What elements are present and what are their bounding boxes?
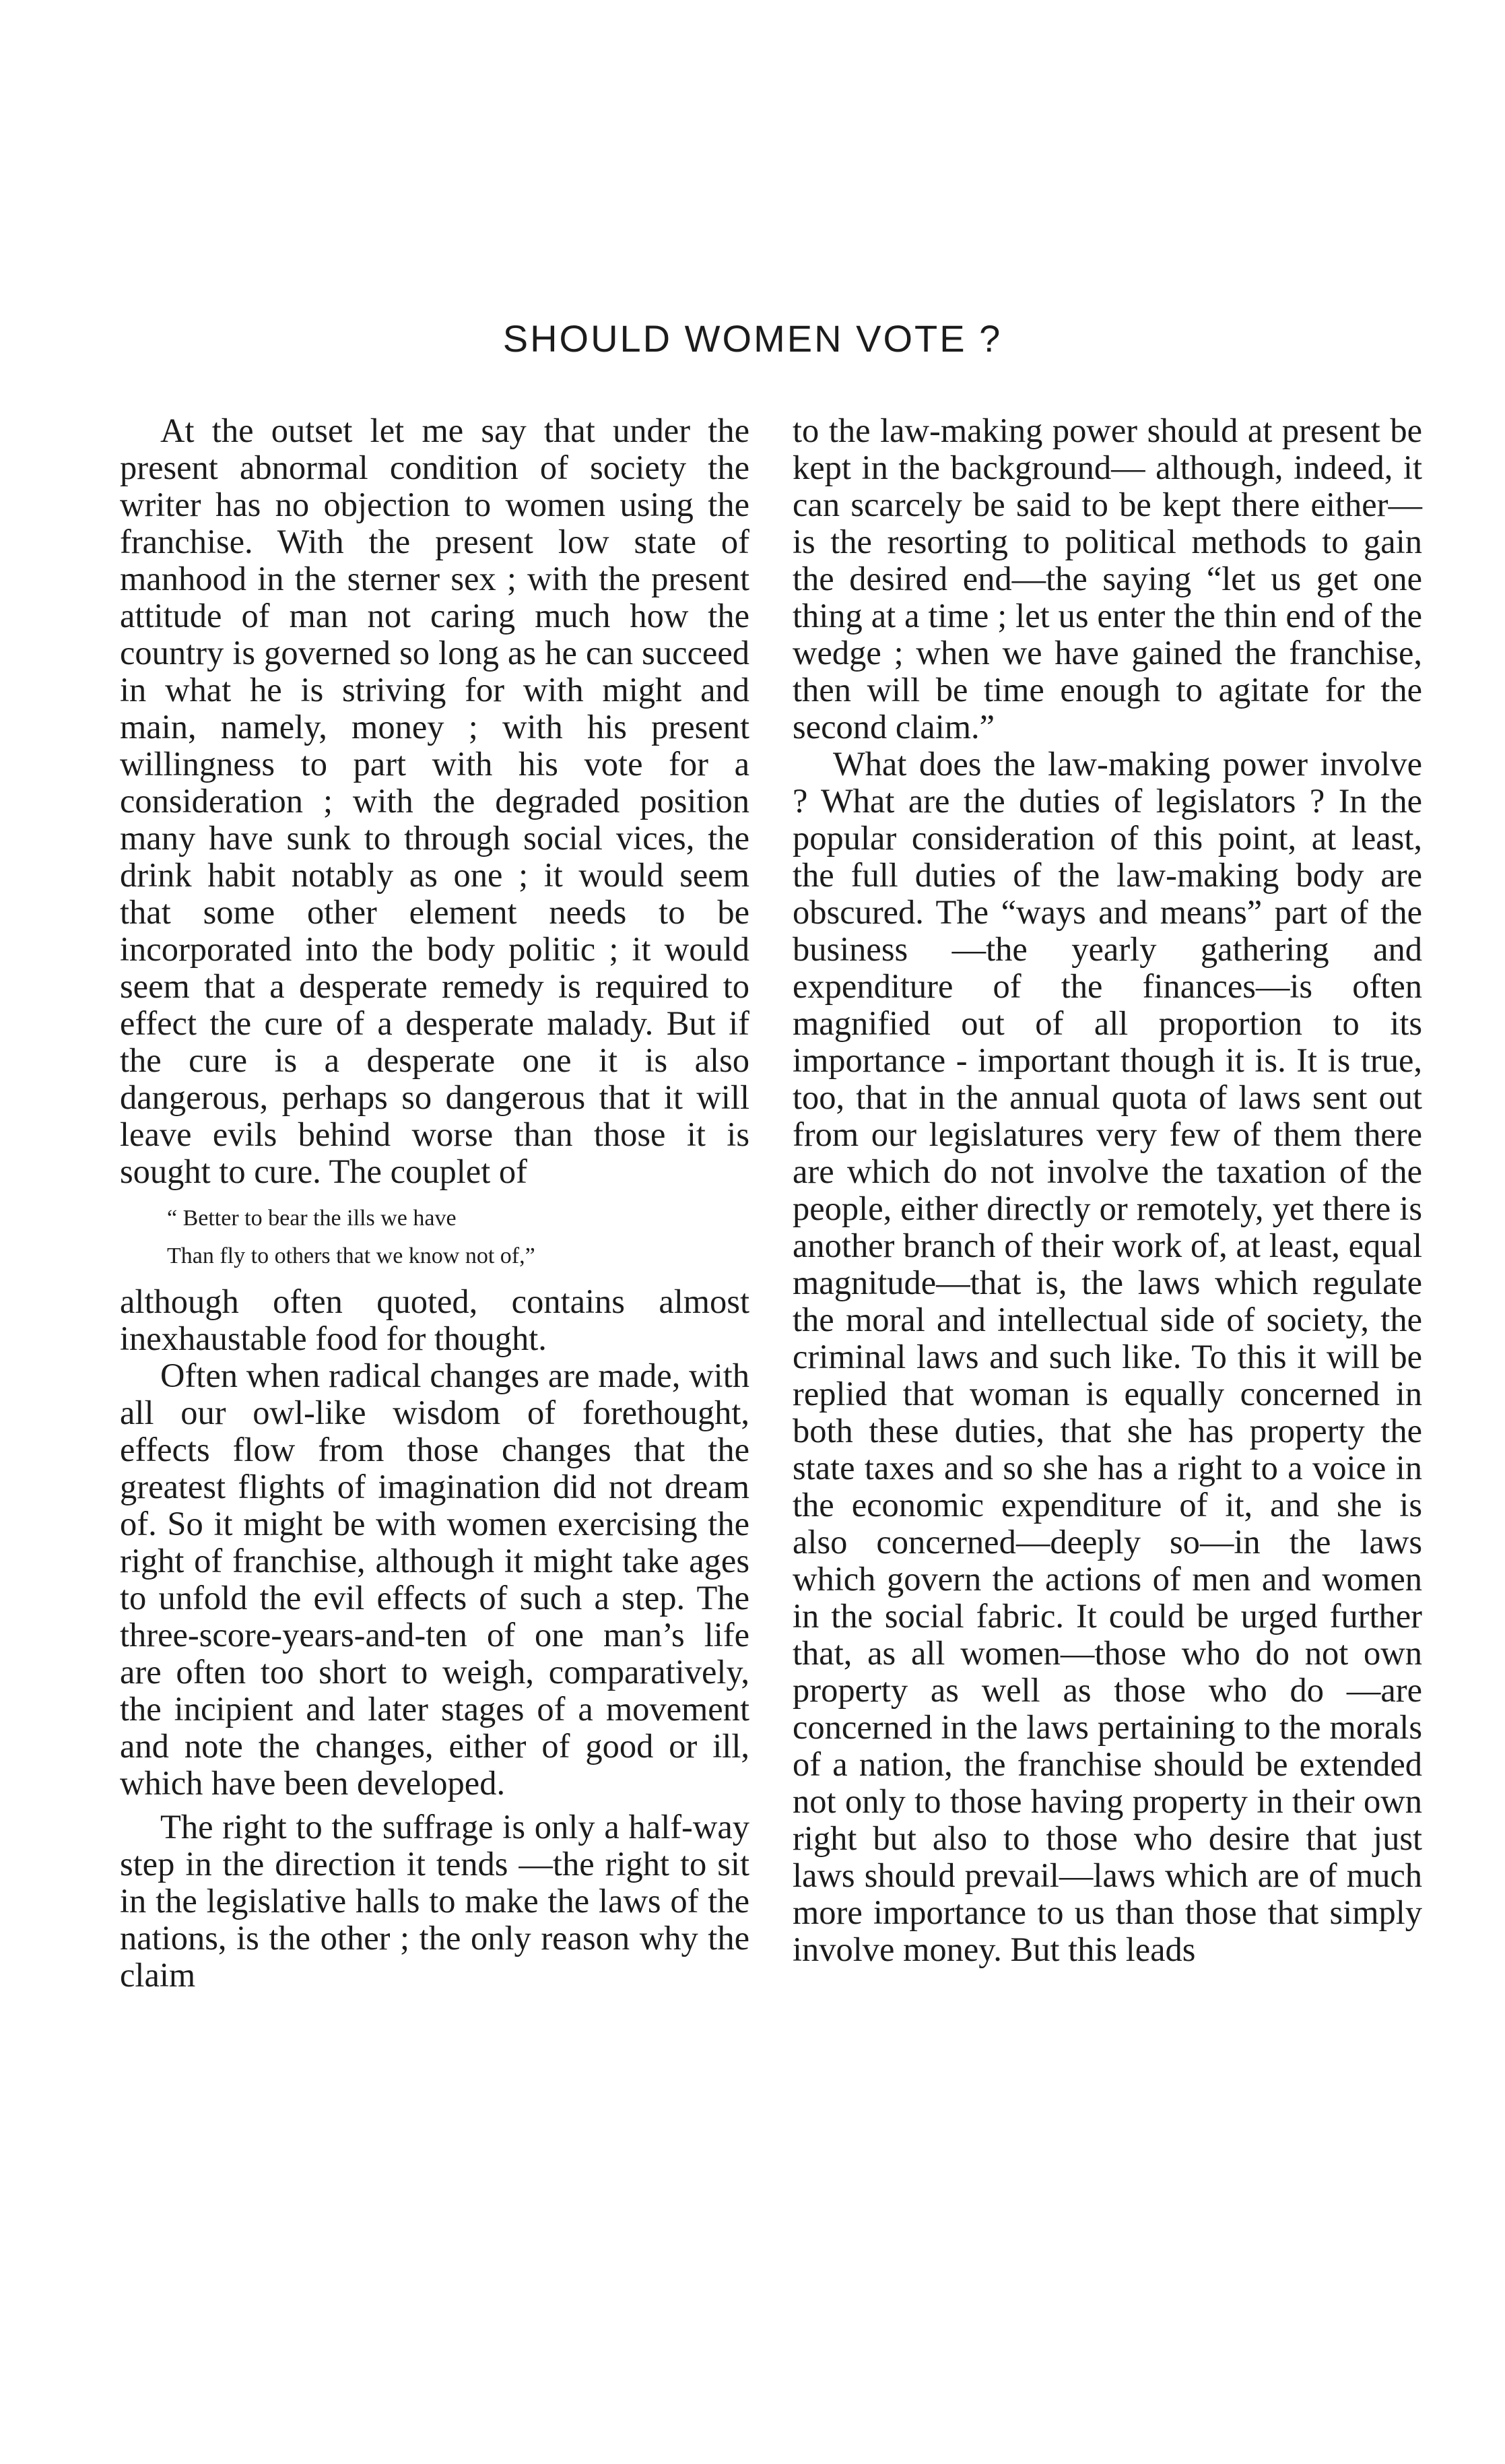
paragraph-continued: to the law-making power should at present be kept in the background— although, indeed, it can scarcely be said to be kept there either—is the resorting to political methods to gain the desired end—the saying “let us get one thing at a time ; let us enter the thin end of the wedge ; when we have gained the franchise, then will be time enough to agitate for the second claim.”: [793, 412, 1422, 746]
right-column: [793, 412, 1422, 1968]
couplet-line-2: Than fly to others that we know not of,”: [167, 1243, 535, 1268]
paragraph-after-quote: although often quoted, contains almost inexhaustable food for thought.: [120, 1283, 749, 1357]
paragraph-suffrage-right: The right to the suffrage is only a half-way step in the direction it tends —the right to sit in the legislative halls to make the laws of the nations, is the other ; the only reason why the claim: [120, 1808, 749, 1994]
left-column: [120, 412, 749, 1994]
couplet-line-1: “ Better to bear the ills we have: [167, 1206, 457, 1231]
article-title: SHOULD WOMEN VOTE ?: [502, 317, 1003, 360]
quoted-couplet: [120, 1200, 749, 1275]
paragraph-opening: At the outset let me say that under the present abnormal condition of society the writer has no objection to women using the franchise. With the present low state of manhood in the sterner sex ; with the present attitude of man not caring much how the country is governed so long as he can succeed in what he is striving for with might and main, namely, money ; with his present willingness to part with his vote for a consideration ; with the degraded position many have sunk to through social vices, the drink habit notably as one ; it would seem that some other element needs to be incorporated into the body politic ; it would seem that a desperate remedy is required to effect the cure of a desperate malady. But if the cure is a desperate one it is also dangerous, perhaps so dangerous that it will leave evils behind worse than those it is sought to cure. The couplet of: [120, 412, 749, 1190]
paragraph-radical-changes: Often when radical changes are made, with all our owl-like wisdom of forethought, effects flow from those changes that the greatest flights of imagination did not dream of. So it might be with women exercising the right of franchise, although it might take ages to unfold the evil effects of such a step. The three-score-years-and-ten of one man’s life are often too short to weigh, comparatively, the incipient and later stages of a movement and note the changes, either of good or ill, which have been developed.: [120, 1357, 749, 1802]
paragraph-law-making-power: What does the law-making power involve ? What are the duties of legislators ? In the popular consideration of this point, at least, the full duties of the law-making body are obscured. The “ways and means” part of the business —the yearly gathering and expenditure of the finances—is often magnified out of all proportion to its importance - important though it is. It is true, too, that in the annual quota of laws sent out from our legislatures very few of them there are which do not involve the taxation of the people, either directly or remotely, yet there is another branch of their work of, at least, equal magnitude—that is, the laws which regulate the moral and intellectual side of society, the criminal laws and such like. To this it will be replied that woman is equally concerned in both these duties, that she has property the state taxes and so she has a right to a voice in the economic expenditure of it, and she is also concerned—deeply so—in the laws which govern the actions of men and women in the social fabric. It could be urged further that, as all women—those who do not own property as well as those who do —are concerned in the laws pertaining to the morals of a nation, the franchise should be extended not only to those having property in their own right but also to those who desire that just laws should prevail—laws which are of much more importance to us than those that simply involve money. But this leads: [793, 745, 1422, 1968]
